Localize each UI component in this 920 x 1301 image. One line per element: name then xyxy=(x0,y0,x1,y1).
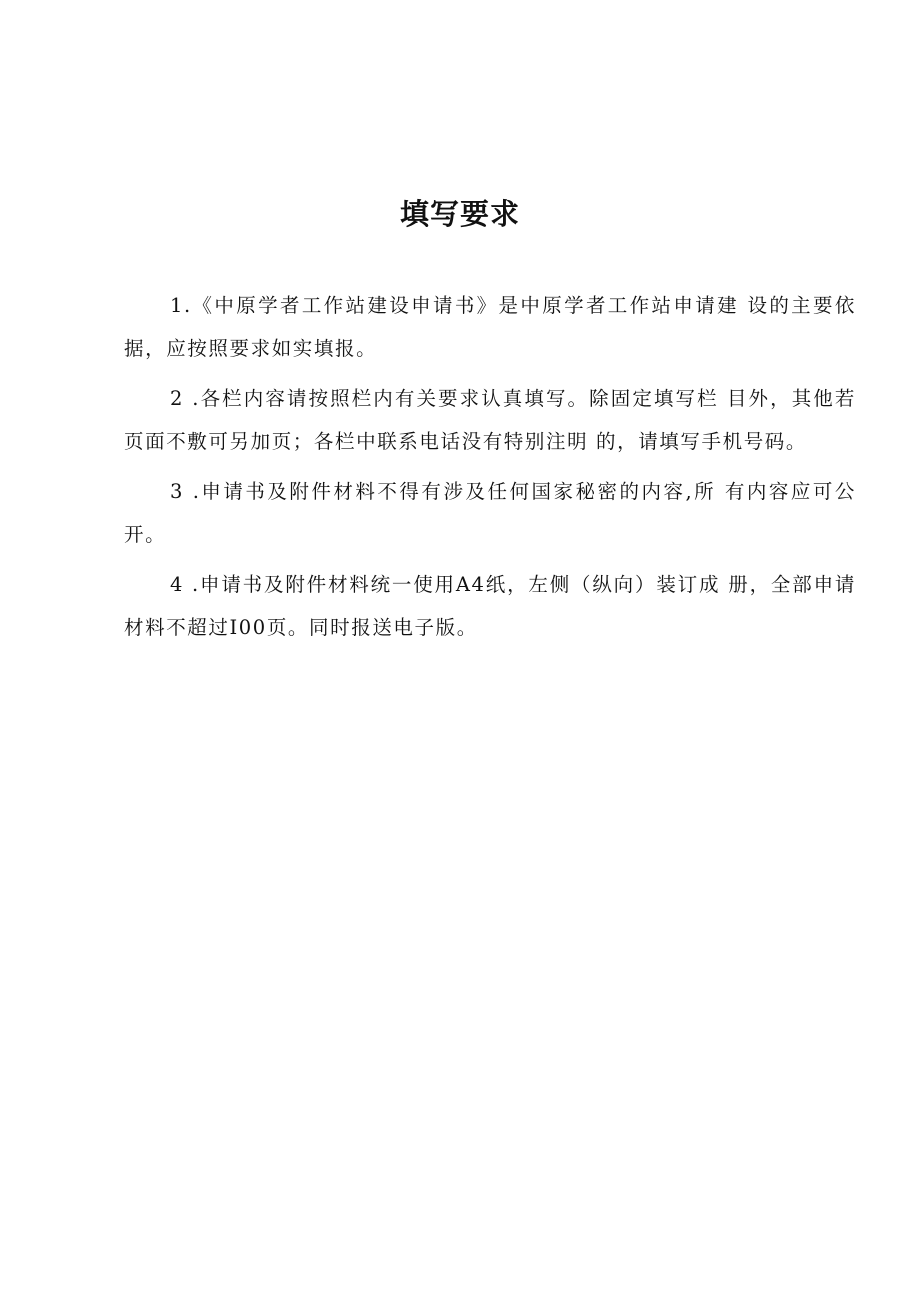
requirement-item-4: 4 .申请书及附件材料统一使用A4纸，左侧（纵向）装订成 册，全部申请材料不超过I00页。同时报送电子版。 xyxy=(124,573,856,639)
requirement-item-2: 2 .各栏内容请按照栏内有关要求认真填写。除固定填写栏 目外，其他若页面不敷可另加页；各栏中联系电话没有特别注明 的，请填写手机号码。 xyxy=(124,387,856,453)
requirement-item-1: 1.《中原学者工作站建设申请书》是中原学者工作站申请建 设的主要依据，应按照要求如实填报。 xyxy=(124,294,856,360)
requirements-list xyxy=(124,284,856,656)
page-title: 填写要求 xyxy=(399,197,520,231)
requirement-item-3: 3 .申请书及附件材料不得有涉及任何国家秘密的内容,所 有内容应可公开。 xyxy=(124,480,856,546)
